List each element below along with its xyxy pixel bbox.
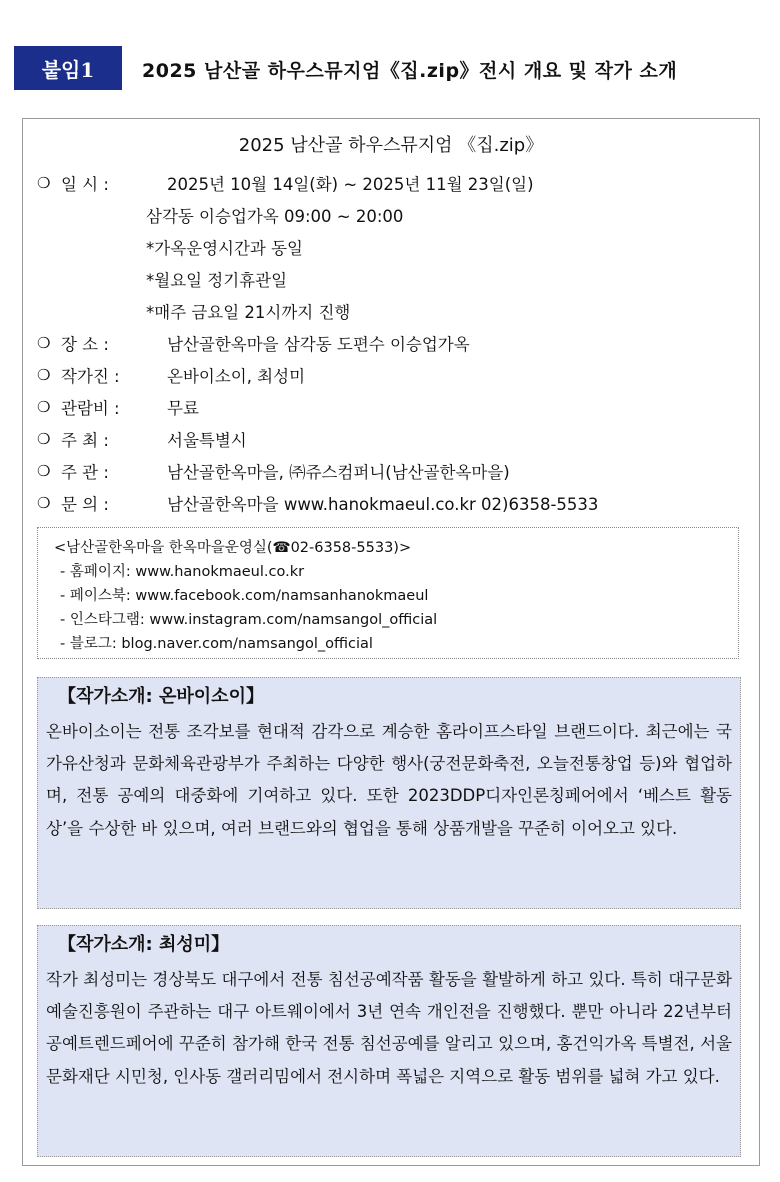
info-row-host — [37, 423, 752, 455]
bio-title: 【작가소개: 온바이소이】 — [58, 686, 264, 707]
info-row-inquiry — [37, 487, 752, 519]
contact-heading: <남산골한옥마을 한옥마을운영실(☎02-6358-5533)> — [54, 540, 412, 556]
schedule-note: *가옥운영시간과 동일 — [146, 239, 303, 258]
exhibition-overview-box — [22, 118, 760, 1166]
bullet-icon: ❍ — [37, 174, 51, 192]
bio-title: 【작가소개: 최성미】 — [58, 934, 230, 955]
instagram-link[interactable]: - 인스타그램: www.instagram.com/namsangol_official — [60, 612, 438, 628]
schedule-detail: 삼각동 이승업가옥 09:00 ~ 20:00 — [146, 207, 404, 226]
info-value: 온바이소이, 최성미 — [167, 367, 306, 386]
schedule-note: *월요일 정기휴관일 — [146, 271, 288, 290]
info-row-organizer — [37, 455, 752, 487]
info-value: 남산골한옥마을 삼각동 도편수 이승업가옥 — [167, 335, 470, 354]
bullet-icon: ❍ — [37, 398, 51, 416]
info-value: 남산골한옥마을, ㈜쥬스컴퍼니(남산골한옥마을) — [167, 463, 510, 482]
box-title: 2025 남산골 하우스뮤지엄 《집.zip》 — [238, 135, 544, 156]
info-label: 관람비 : — [61, 399, 120, 418]
bullet-icon: ❍ — [37, 430, 51, 448]
info-value: 남산골한옥마을 www.hanokmaeul.co.kr 02)6358-5533 — [167, 495, 599, 514]
bullet-icon: ❍ — [37, 366, 51, 384]
info-value: 2025년 10월 14일(화) ~ 2025년 11월 23일(일) — [167, 175, 534, 194]
info-label: 주 관 : — [61, 463, 109, 482]
info-value: 무료 — [167, 399, 199, 418]
info-value: 서울특별시 — [167, 431, 247, 450]
contact-box — [37, 527, 739, 659]
info-row-schedule — [37, 167, 752, 199]
info-label: 작가진 : — [61, 367, 120, 386]
info-label: 주 최 : — [61, 431, 109, 450]
info-label: 장 소 : — [61, 335, 109, 354]
page-title: 2025 남산골 하우스뮤지엄《집.zip》전시 개요 및 작가 소개 — [142, 60, 678, 82]
bullet-icon: ❍ — [37, 494, 51, 512]
homepage-link[interactable]: - 홈페이지: www.hanokmaeul.co.kr — [60, 564, 305, 580]
info-row-venue — [37, 327, 752, 359]
info-row-artists — [37, 359, 752, 391]
facebook-link[interactable]: - 페이스북: www.facebook.com/namsanhanokmaeul — [60, 588, 429, 604]
info-list — [37, 167, 752, 519]
bullet-icon: ❍ — [37, 462, 51, 480]
attachment-badge: 붙임1 — [14, 46, 122, 90]
bio-text: 온바이소이는 전통 조각보를 현대적 감각으로 계승한 홈라이프스타일 브랜드이다. 최근에는 국가유산청과 문화체육관광부가 주최하는 다양한 행사(궁전문화축전, 오늘전통창업 등)와 협업하며, 전통 공예의 대중화에 기여하고 있다. 또한 2023DDP디자인론칭페어에서 ‘베스트 활동상’을 수상한 바 있으며, 여러 브랜드와의 협업을 통해 상품개발을 꾸준히 이어오고 있다. — [46, 722, 732, 838]
schedule-note: *매주 금요일 21시까지 진행 — [146, 303, 351, 322]
artist-bio-onbysoi — [37, 677, 741, 909]
page-header — [14, 46, 774, 92]
bullet-icon: ❍ — [37, 334, 51, 352]
info-label: 문 의 : — [61, 495, 109, 514]
info-label: 일 시 : — [61, 175, 109, 194]
blog-link[interactable]: - 블로그: blog.naver.com/namsangol_official — [60, 636, 373, 652]
artist-bio-choi-seongmi — [37, 925, 741, 1157]
bio-text: 작가 최성미는 경상북도 대구에서 전통 침선공예작품 활동을 활발하게 하고 있다. 특히 대구문화예술진흥원이 주관하는 대구 아트웨이에서 3년 연속 개인전을 진행했다. 뿐만 아니라 22년부터 공예트렌드페어에 꾸준히 참가해 한국 전통 침선공예를 알리고 있으며, 홍건익가옥 특별전, 서울문화재단 시민청, 인사동 갤러리밈에서 전시하며 폭넓은 지역으로 활동 범위를 넓혀 가고 있다. — [46, 970, 732, 1086]
info-row-fee — [37, 391, 752, 423]
